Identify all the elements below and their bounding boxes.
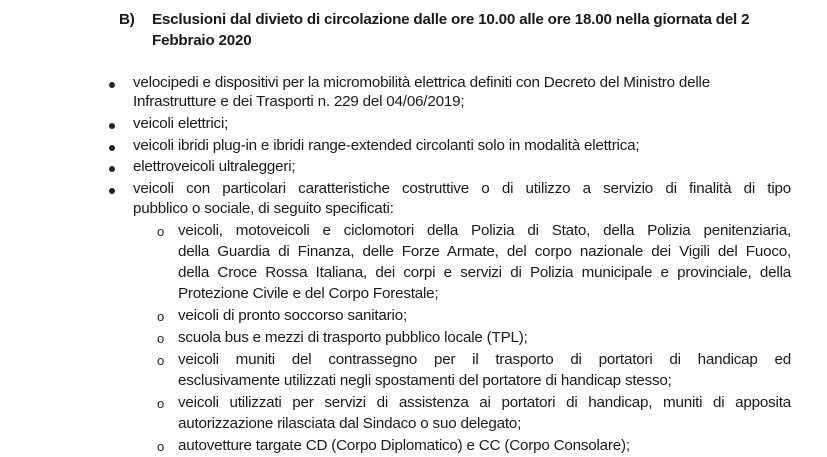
sub-list-item-text: della Guardia di Finanza, delle Forze Armate, del corpo nazionale dei Vigili del Fuoco, — [178, 243, 791, 260]
section-letter: B) — [119, 11, 135, 28]
sub-list-item-text: autovetture targate CD (Corpo Diplomatico) e CC (Corpo Consolare); — [178, 437, 630, 454]
list-item-text: pubblico o sociale, di seguito specificati: — [133, 200, 394, 217]
bullet-circle-icon: o — [157, 309, 165, 324]
bullet-dot-icon — [109, 82, 115, 88]
section-title-line-2: Febbraio 2020 — [152, 32, 252, 49]
sub-list-item-text: della Croce Rossa Italiana, dei corpi e servizi di Polizia municipale e provinciale, della — [178, 264, 791, 281]
sub-list-item-text: scuola bus e mezzi di trasporto pubblico locale (TPL); — [178, 329, 528, 346]
bullet-dot-icon — [109, 123, 115, 129]
section-title — [152, 9, 792, 51]
bullet-dot-icon — [109, 188, 115, 194]
bullet-circle-icon: o — [157, 331, 165, 346]
list-item-text: veicoli elettrici; — [133, 115, 229, 132]
bullet-dot-icon — [109, 145, 115, 151]
section-title-line-1: Esclusioni dal divieto di circolazione dalle ore 10.00 alle ore 18.00 nella giornata del 2 — [152, 11, 750, 28]
list-item-text: Infrastrutture e dei Trasporti n. 229 del 04/06/2019; — [133, 93, 465, 110]
bullet-dot-icon — [109, 166, 115, 172]
sub-list-item-text: veicoli utilizzati per servizi di assistenza ai portatori di handicap, muniti di apposita — [178, 394, 791, 411]
bullet-circle-icon: o — [157, 396, 165, 411]
sub-list-item-text: veicoli di pronto soccorso sanitario; — [178, 307, 407, 324]
bullet-circle-icon: o — [157, 224, 165, 239]
sub-list-item-text: veicoli, motoveicoli e ciclomotori della Polizia di Stato, della Polizia penitenziaria, — [178, 222, 791, 239]
list-item-text: elettroveicoli ultraleggeri; — [133, 158, 296, 175]
sub-list-item-text: Protezione Civile e del Corpo Forestale; — [178, 285, 439, 302]
list-item-text: veicoli ibridi plug-in e ibridi range-extended circolanti solo in modalità elettrica; — [133, 137, 640, 154]
list-item-text: velocipedi e dispositivi per la micromobilità elettrica definiti con Decreto del Ministro delle — [133, 74, 710, 91]
bullet-circle-icon: o — [157, 439, 165, 454]
sub-list-item-text: autorizzazione rilasciata dal Sindaco o suo delegato; — [178, 415, 522, 432]
sub-list-item-text: esclusivamente utilizzati negli spostamenti del portatore di handicap stesso; — [178, 372, 672, 389]
list-item-text: veicoli con particolari caratteristiche costruttive o di utilizzo a servizio di finalità di tipo — [133, 180, 791, 197]
sub-list-item-text: veicoli muniti del contrassegno per il trasporto di portatori di handicap ed — [178, 351, 791, 368]
bullet-circle-icon: o — [157, 353, 165, 368]
